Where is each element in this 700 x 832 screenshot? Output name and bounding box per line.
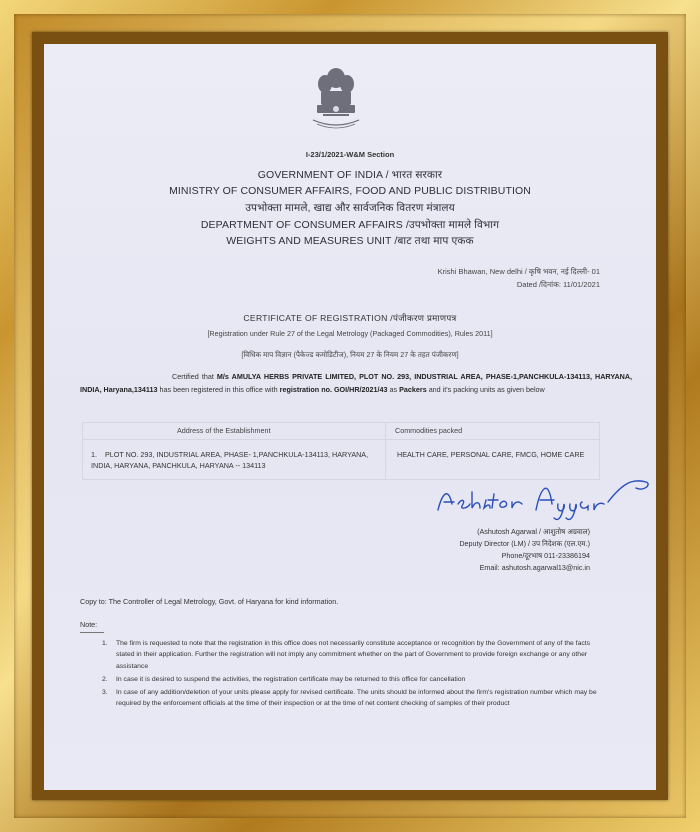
note-label: Note: <box>80 620 98 629</box>
list-item <box>102 687 602 710</box>
company-name: M/s AMULYA HERBS PRIVATE LIMITED, PLOT NO. 293, INDUSTRIAL AREA, PHASE-1,PANCHKULA-134113, HARYANA, INDIA, Haryana,134113 <box>80 372 633 394</box>
registration-rule: [Registration under Rule 27 of the Legal Metrology (Packaged Commodities), Rules 2011] <box>207 329 493 338</box>
note-number: 1. <box>102 640 108 647</box>
note-text: In case it is desired to suspend the activities, the registration certificate may be returned to this office for cancellation <box>116 675 466 683</box>
header-government: GOVERNMENT OF INDIA / भारत सरकार <box>257 169 443 181</box>
certificate-title: CERTIFICATE OF REGISTRATION /पंजीकरण प्रमाणपत्र <box>243 313 457 323</box>
registration-rule-hindi: [विधिक माप विज्ञान (पैकेज्ड कमोडिटीज), नियम 27 के नियम 27 के तहत पंजीकरण] <box>241 350 459 359</box>
table-divider-horizontal <box>83 439 599 440</box>
note-number: 3. <box>102 689 108 697</box>
column-header-commodities: Commodities packed <box>395 426 463 435</box>
national-emblem-icon <box>307 64 365 134</box>
note-text: In case of any addition/deletion of your units please apply for revised certificate. The units should be informed about the firm's registration number which may be required by the enforcement officials at the time of their inspection or at the time of net content checking of samples of their product <box>116 689 597 708</box>
signatory-phone: Phone/दूरभाष 011-23386194 <box>501 551 590 560</box>
signatory-designation: Deputy Director (LM) / उप निदेशक (एल.एम.) <box>459 539 590 548</box>
body-as: as <box>389 385 398 394</box>
table-divider-vertical <box>385 423 386 479</box>
header-ministry-hindi: उपभोक्ता मामले, खाद्य और सार्वजनिक वितरण मंत्रालय <box>245 202 455 214</box>
signatory-name: (Ashutosh Agarwal / आशुतोष अग्रवाल) <box>477 527 590 536</box>
body-registered: has been registered in this office with <box>159 385 278 394</box>
note-text: The firm is requested to note that the registration in this office does not necessarily constitute acceptance or recognition by the Government of any of the facts stated in their application. Further the registration will not imply any commitment whether on the part of Government to provide foreign exchange or any other assistance <box>116 640 591 670</box>
list-item <box>102 638 602 672</box>
copy-to: Copy to: The Controller of Legal Metrology, Govt. of Haryana for kind information. <box>80 597 339 606</box>
establishment-address: PLOT NO. 293, INDUSTRIAL AREA, PHASE- 1,PANCHKULA-134113, HARYANA, INDIA, HARYANA, PANCHKULA, HARYANA -- 134113 <box>91 450 369 470</box>
registration-role: Packers <box>399 385 427 394</box>
issue-date: Dated /दिनांक: 11/01/2021 <box>516 280 600 289</box>
registration-number: registration no. GOI/HR/2021/43 <box>279 385 388 394</box>
certificate-document <box>44 44 656 790</box>
body-intro: Certified that <box>172 372 214 381</box>
table-cell-commodities: HEALTH CARE, PERSONAL CARE, FMCG, HOME CARE <box>397 450 585 459</box>
notes-list <box>102 638 602 712</box>
header-ministry: MINISTRY OF CONSUMER AFFAIRS, FOOD AND PUBLIC DISTRIBUTION <box>169 185 531 197</box>
table-cell-address <box>91 449 381 471</box>
certification-paragraph <box>80 370 632 396</box>
note-underline <box>80 632 104 633</box>
header-department: DEPARTMENT OF CONSUMER AFFAIRS /उपभोक्ता मामले विभाग <box>200 219 500 231</box>
row-number: 1. <box>91 450 97 459</box>
list-item <box>102 674 602 685</box>
note-number: 2. <box>102 675 108 683</box>
signatory-block <box>459 526 590 574</box>
handwritten-signature <box>432 464 656 524</box>
signatory-email: Email: ashutosh.agarwal13@nic.in <box>479 563 590 572</box>
column-header-address: Address of the Establishment <box>177 426 271 435</box>
body-units: and it's packing units as given below <box>428 385 545 394</box>
header-unit: WEIGHTS AND MEASURES UNIT /बाट तथा माप एकक <box>226 235 474 247</box>
issue-place: Krishi Bhawan, New delhi / कृषि भवन, नई दिल्ली- 01 <box>437 267 600 276</box>
reference-number: I-23/1/2021-W&M Section <box>305 150 395 159</box>
